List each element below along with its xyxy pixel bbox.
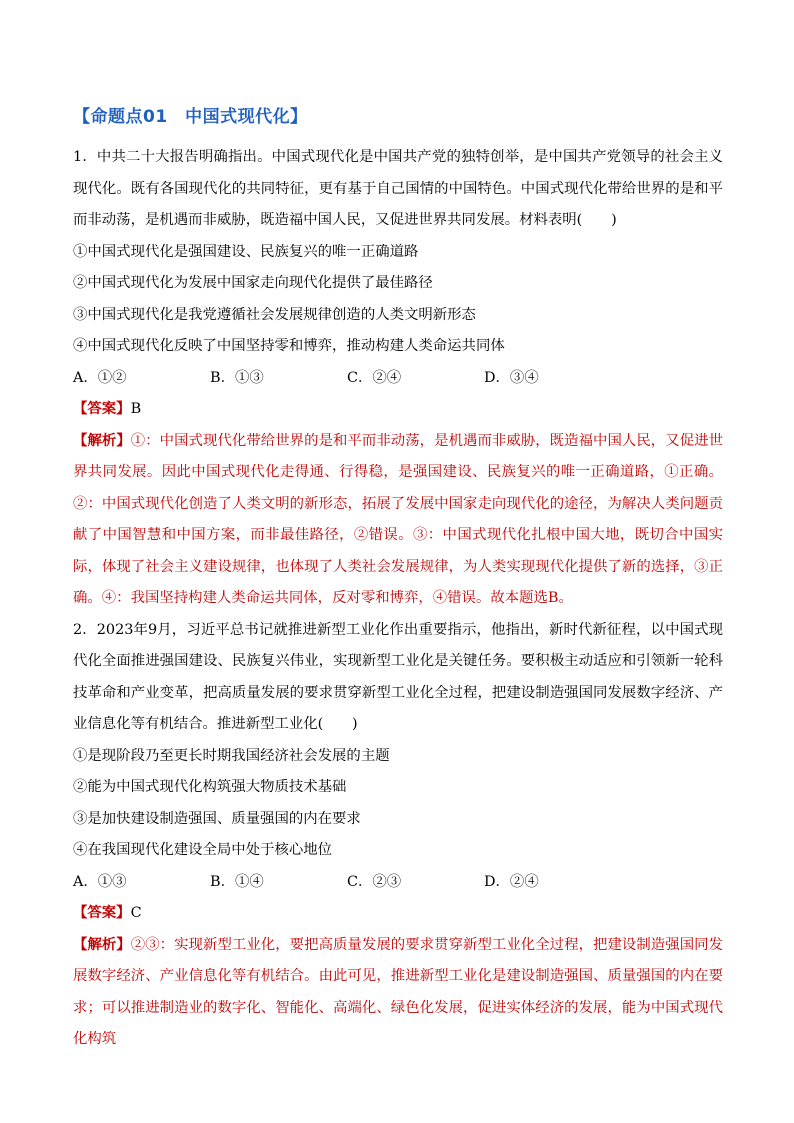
answer-tag: 【答案】	[73, 401, 131, 417]
answer-tag: 【答案】	[73, 905, 131, 921]
question-stem: 1．中共二十大报告明确指出。中国式现代化是中国共产党的独特创举，是中国共产党领导的社会主义现代化。既有各国现代化的共同特征，更有基于自己国情的中国特色。中国式现代化带给世界的是和平而非动荡，是机遇而非威胁，既造福中国人民，又促进世界共同发展。材料表明( )	[73, 149, 723, 228]
option-2: ②能为中国式现代化构筑强大物质技术基础	[73, 779, 347, 795]
choice-d: D．②④	[484, 873, 539, 890]
option-4: ④中国式现代化反映了中国坚持零和博弈，推动构建人类命运共同体	[73, 338, 505, 354]
option-1: ①中国式现代化是强国建设、民族复兴的唯一正确道路	[73, 243, 419, 260]
choice-d: D．③④	[484, 369, 539, 386]
choice-c: C．②③	[347, 873, 402, 890]
choice-a: A．①③	[73, 873, 127, 890]
section-title: 【命题点01 中国式现代化】	[73, 107, 308, 127]
answer-value: C	[130, 905, 142, 921]
option-1: ①是现阶段乃至更长时期我国经济社会发展的主题	[73, 747, 390, 764]
question-stem: 2．2023年9月，习近平总书记就推进新型工业化作出重要指示，他指出，新时代新征程，以中国式现代化全面推进强国建设、民族复兴伟业，实现新型工业化是关键任务。要积极主动适应和引领新一轮科技革命和产业变革，把高质量发展的要求贯穿新型工业化全过程，把建设制造强国同发展数字经济、产业信息化等有机结合。推进新型工业化( )	[73, 621, 723, 732]
answer-choices	[73, 867, 723, 899]
answer-line	[73, 898, 723, 930]
answer-value: B	[130, 401, 142, 417]
option-3: ③是加快建设制造强国、质量强国的内在要求	[73, 810, 361, 827]
document-page	[73, 104, 723, 1056]
analysis-text: ②③：实现新型工业化，要把高质量发展的要求贯穿新型工业化全过程，把建设制造强国同发展数字经济、产业信息化等有机结合。由此可见，推进新型工业化是建设制造强国、质量强国的内在要求；可以推进制造业的数字化、智能化、高端化、绿色化发展，促进实体经济的发展，能为中国式现代化构筑	[73, 936, 723, 1047]
question-1	[73, 142, 723, 615]
analysis-tag: 【解析】	[73, 936, 131, 953]
answer-line	[73, 394, 723, 426]
choice-b: B．①③	[210, 369, 264, 386]
analysis-block	[73, 426, 723, 615]
answer-choices	[73, 363, 723, 395]
analysis-tag: 【解析】	[73, 432, 131, 449]
option-3: ③中国式现代化是我党遵循社会发展规律创造的人类文明新形态	[73, 306, 476, 323]
choice-a: A．①②	[73, 369, 127, 386]
option-2: ②中国式现代化为发展中国家走向现代化提供了最佳路径	[73, 275, 433, 291]
analysis-block	[73, 930, 723, 1056]
choice-b: B．①④	[210, 873, 264, 890]
question-2	[73, 615, 723, 1056]
analysis-text: ①：中国式现代化带给世界的是和平而非动荡，是机遇而非威胁，既造福中国人民，又促进世界共同发展。因此中国式现代化走得通、行得稳，是强国建设、民族复兴的唯一正确道路，①正确。②：中国式现代化创造了人类文明的新形态，拓展了发展中国家走向现代化的途径，为解决人类问题贡献了中国智慧和中国方案，而非最佳路径，②错误。③：中国式现代化扎根中国大地，既切合中国实际，体现了社会主义建设规律，也体现了人类社会发展规律，为人类实现现代化提供了新的选择，③正确。④：我国坚持构建人类命运共同体，反对零和博弈，④错误。故本题选B。	[73, 432, 723, 606]
choice-c: C．②④	[347, 369, 402, 386]
option-4: ④在我国现代化建设全局中处于核心地位	[73, 842, 333, 858]
